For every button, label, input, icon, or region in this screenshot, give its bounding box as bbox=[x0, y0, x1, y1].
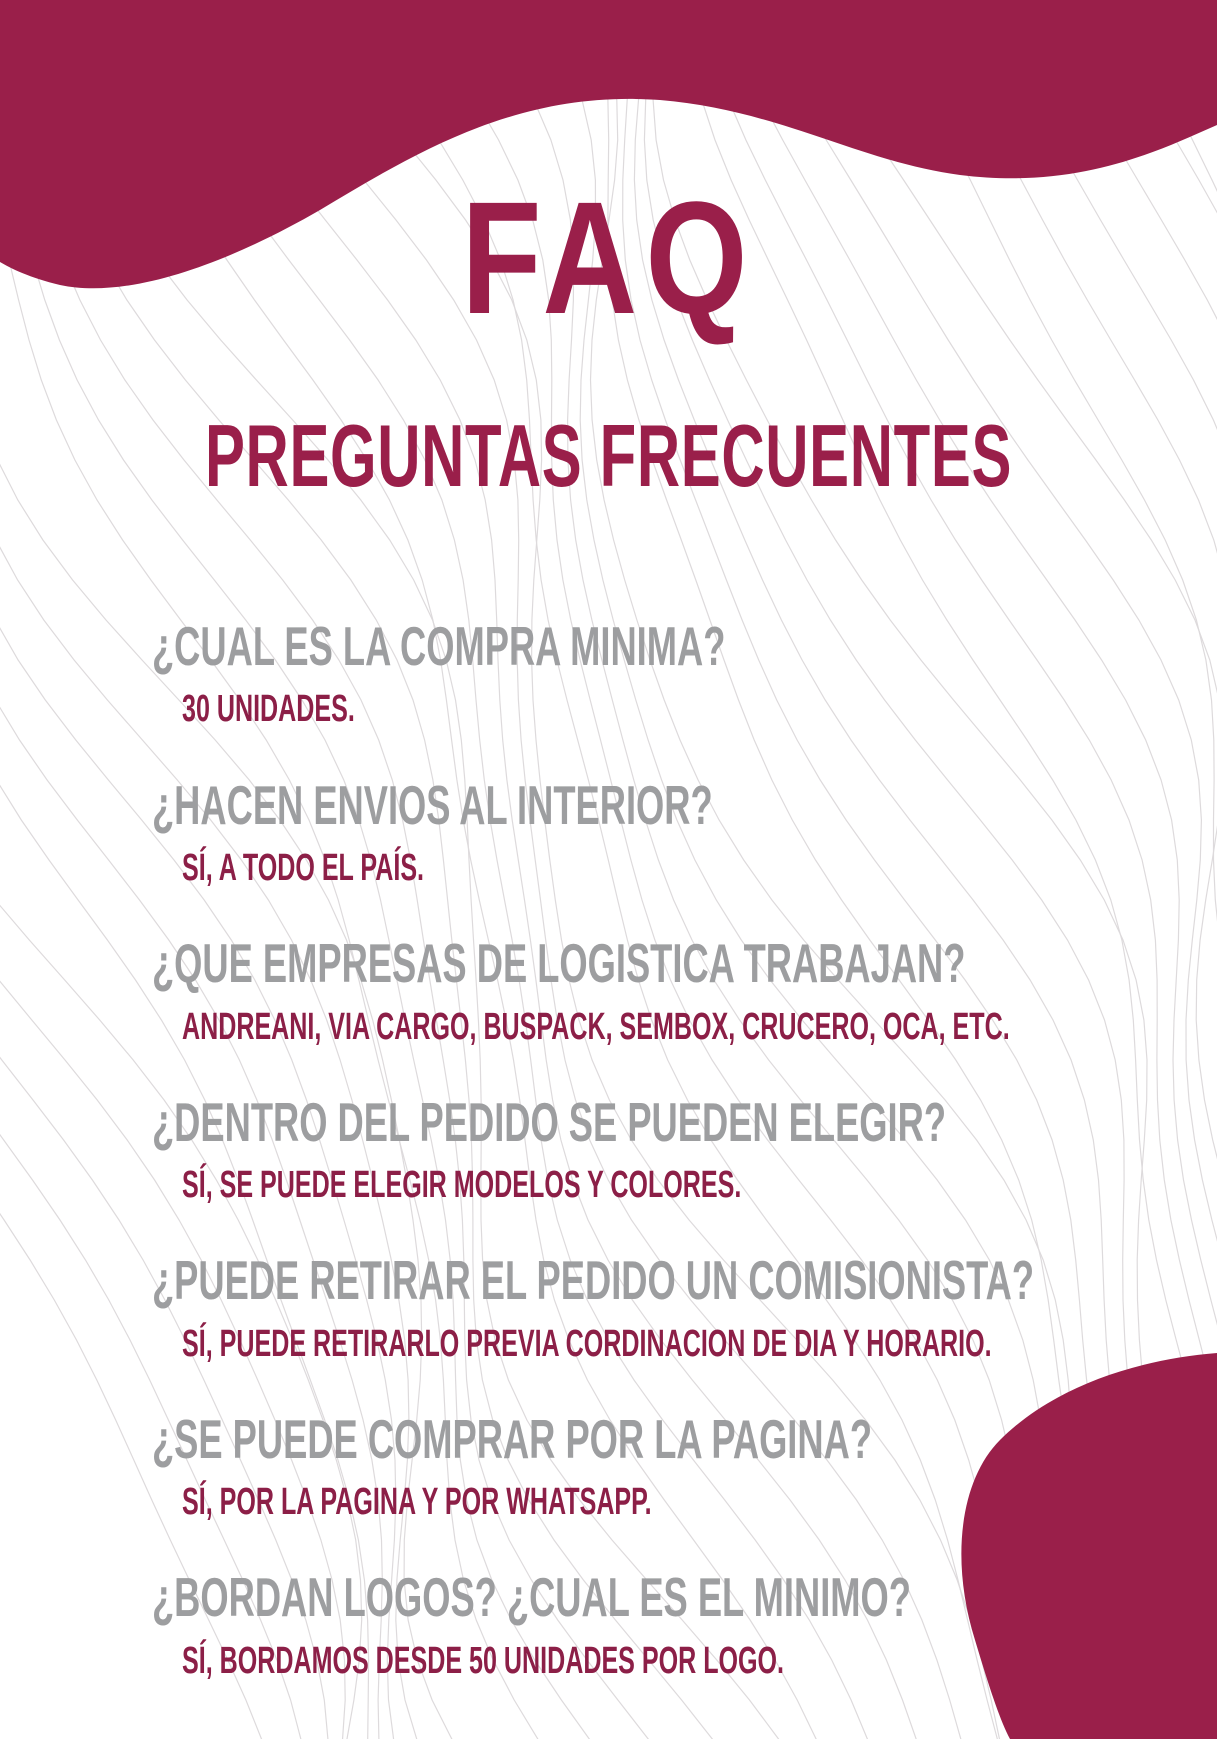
faq-answer: SÍ, POR LA PAGINA Y POR WHATSAPP. bbox=[182, 1481, 652, 1523]
faq-item bbox=[152, 1408, 1217, 1523]
faq-answer: SÍ, A TODO EL PAÍS. bbox=[182, 847, 425, 889]
faq-item bbox=[152, 1566, 1217, 1682]
faq-question: ¿HACEN ENVIOS AL INTERIOR? bbox=[152, 774, 713, 836]
faq-item bbox=[152, 1091, 1217, 1206]
page-subtitle: PREGUNTAS FRECUENTES bbox=[204, 406, 1013, 505]
faq-item bbox=[152, 932, 1217, 1048]
faq-question: ¿SE PUEDE COMPRAR POR LA PAGINA? bbox=[152, 1408, 872, 1470]
faq-item bbox=[152, 615, 1021, 730]
faq-answer: SÍ, PUEDE RETIRARLO PREVIA CORDINACION DE DIA Y HORARIO. bbox=[182, 1323, 992, 1365]
faq-answer: SÍ, BORDAMOS DESDE 50 UNIDADES POR LOGO. bbox=[182, 1640, 785, 1682]
page-title: FAQ bbox=[461, 168, 756, 347]
faq-answer: 30 UNIDADES. bbox=[182, 688, 355, 730]
faq-question: ¿PUEDE RETIRAR EL PEDIDO UN COMISIONISTA? bbox=[152, 1249, 1035, 1311]
faq-question: ¿CUAL ES LA COMPRA MINIMA? bbox=[152, 615, 726, 677]
faq-item bbox=[152, 774, 1002, 889]
faq-question: ¿DENTRO DEL PEDIDO SE PUEDEN ELEGIR? bbox=[152, 1091, 947, 1153]
faq-question: ¿BORDAN LOGOS? ¿CUAL ES EL MINIMO? bbox=[152, 1566, 911, 1628]
faq-answer: SÍ, SE PUEDE ELEGIR MODELOS Y COLORES. bbox=[182, 1164, 742, 1206]
faq-question: ¿QUE EMPRESAS DE LOGISTICA TRABAJAN? bbox=[152, 932, 966, 994]
faq-item bbox=[152, 1249, 1217, 1365]
faq-answer: ANDREANI, VIA CARGO, BUSPACK, SEMBOX, CRUCERO, OCA, ETC. bbox=[182, 1006, 1010, 1048]
